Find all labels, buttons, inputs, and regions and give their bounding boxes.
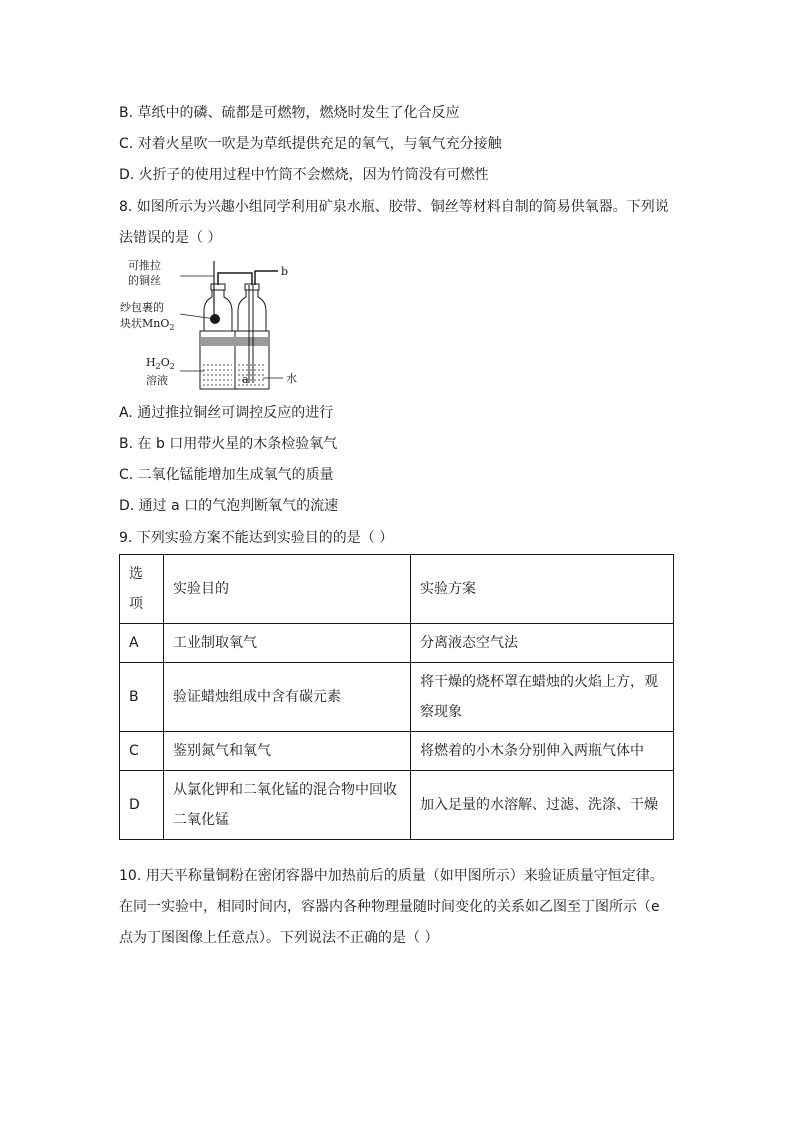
row-goal: 鉴别氮气和氧气: [164, 732, 411, 771]
mno2-pointer: [180, 314, 215, 319]
tape-band: [200, 337, 269, 346]
row-goal: 验证蜡烛组成中含有碳元素: [164, 663, 411, 732]
row-goal: 从氯化钾和二氧化锰的混合物中回收二氧化锰: [164, 771, 411, 840]
q8-stem-line-1: 8. 如图所示为兴趣小组同学利用矿泉水瓶、胶带、铜丝等材料自制的简易供氧器。下列说: [119, 199, 669, 215]
header-plan: 实验方案: [411, 555, 674, 624]
table-row: [120, 624, 674, 663]
q7-option-b: B. 草纸中的磷、硫都是可燃物，燃烧时发生了化合反应: [119, 105, 460, 121]
left-bottle-neck: [204, 289, 232, 331]
label-mno2-2: 块状MnO$_2$: [120, 317, 175, 332]
q9-stem: 9. 下列实验方案不能达到实验目的的是（ ）: [119, 530, 394, 546]
outlet-tube-b: [255, 271, 278, 285]
q10-line-3: 点为丁图图像上任意点）。下列说法不正确的是（ ）: [119, 930, 439, 946]
header-option: 选项: [120, 555, 164, 624]
label-a: a: [242, 373, 249, 386]
row-plan: 将干燥的烧杯罩在蜡烛的火焰上方，观察现象: [411, 663, 674, 732]
table-row: [120, 732, 674, 771]
label-wire-2: 的铜丝: [128, 274, 161, 287]
row-plan: 分离液态空气法: [411, 624, 674, 663]
q8-stem-line-2: 法错误的是（ ）: [119, 230, 222, 246]
oxygen-generator-figure: [118, 253, 318, 393]
row-goal: 工业制取氧气: [164, 624, 411, 663]
q8-option-d: D. 通过 a 口的气泡判断氧气的流速: [119, 498, 339, 514]
table-row: [120, 663, 674, 732]
label-h2o2-solution: 溶液: [146, 374, 168, 387]
q8-option-a: A. 通过推拉铜丝可调控反应的进行: [119, 405, 334, 421]
label-water: 水: [286, 372, 297, 385]
row-plan: 加入足量的水溶解、过滤、洗涤、干燥: [411, 771, 674, 840]
label-b: b: [281, 265, 289, 278]
table-row: [120, 771, 674, 840]
label-mno2-1: 纱包裹的: [120, 301, 164, 314]
right-bottle-neck: [238, 289, 266, 331]
row-key: D: [120, 771, 164, 840]
oxygen-generator-diagram: [118, 253, 318, 393]
connecting-tube: [218, 273, 252, 285]
row-key: B: [120, 663, 164, 732]
experiment-table: [119, 554, 674, 840]
q8-option-c: C. 二氧化锰能增加生成氧气的质量: [119, 467, 334, 483]
label-wire-1: 可推拉: [128, 259, 161, 272]
row-key: C: [120, 732, 164, 771]
q8-option-b: B. 在 b 口用带火星的木条检验氧气: [119, 436, 338, 452]
q7-option-c: C. 对着火星吹一吹是为草纸提供充足的氧气，与氧气充分接触: [119, 136, 502, 152]
q7-option-d: D. 火折子的使用过程中竹筒不会燃烧，因为竹筒没有可燃性: [119, 167, 489, 183]
q10-line-2: 在同一实验中，相同时间内，容器内各种物理量随时间变化的关系如乙图至丁图所示（e: [119, 899, 660, 915]
label-h2o2-formula: $H_2O_2$: [146, 356, 175, 371]
q10-line-1: 10. 用天平称量铜粉在密闭容器中加热前后的质量（如甲图所示）来验证质量守恒定律。: [119, 868, 664, 884]
table-header-row: [120, 555, 674, 624]
row-key: A: [120, 624, 164, 663]
row-plan: 将燃着的小木条分别伸入两瓶气体中: [411, 732, 674, 771]
header-goal: 实验目的: [164, 555, 411, 624]
